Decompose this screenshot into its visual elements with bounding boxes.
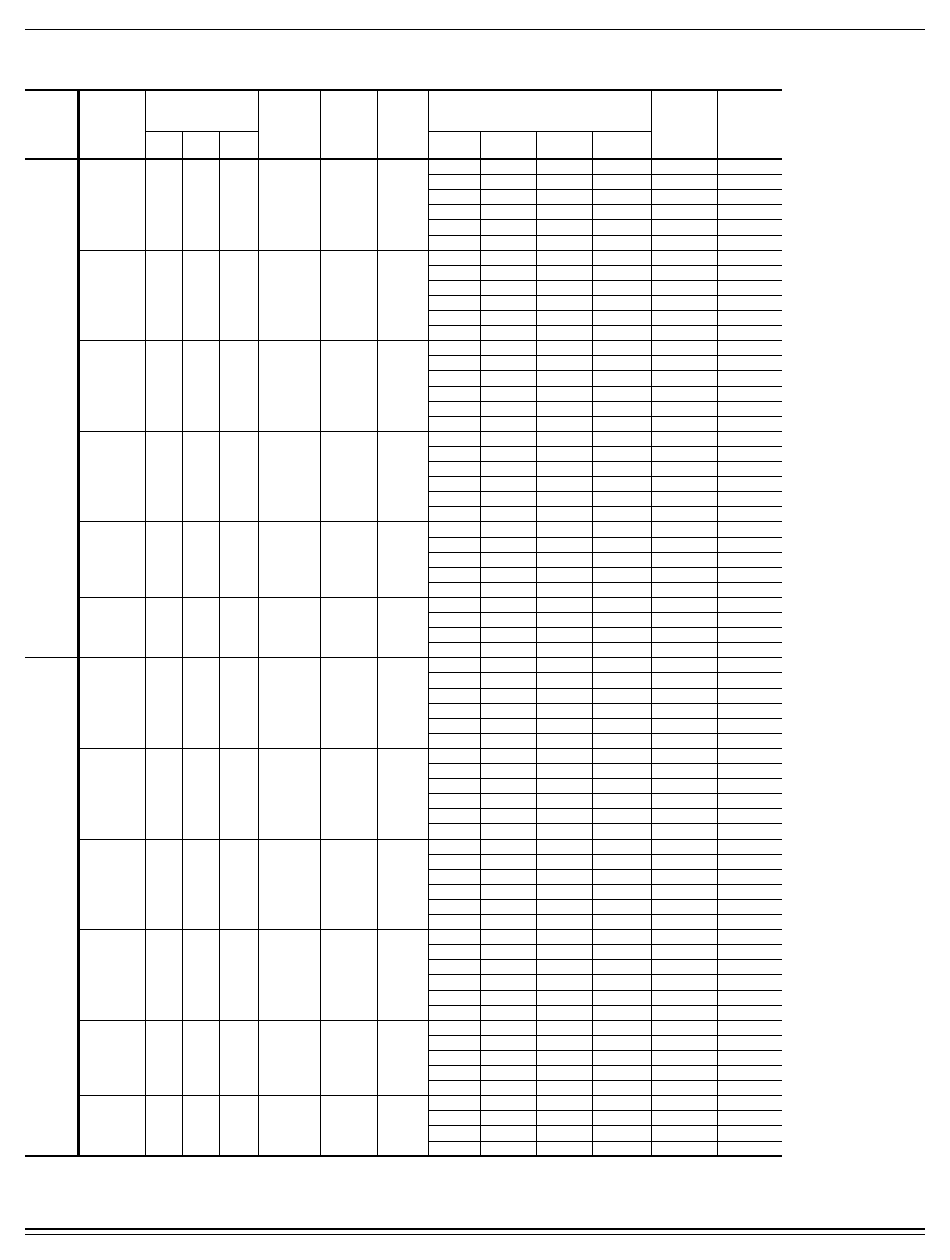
- group-label-cell: [77, 340, 145, 431]
- body-column-rule: [651, 657, 652, 1156]
- data-row-rule: [428, 1065, 782, 1066]
- data-row-rule: [428, 733, 782, 734]
- body-column-rule: [182, 657, 183, 1156]
- group-label-cell: [77, 159, 145, 250]
- data-row-rule: [428, 703, 782, 704]
- data-row-rule: [428, 416, 782, 417]
- data-row-rule: [428, 310, 782, 311]
- body-column-rule: [377, 159, 378, 657]
- body-column-rule: [717, 657, 718, 1156]
- column-group-header: [145, 90, 258, 131]
- header-subcolumn-rule: [592, 131, 593, 159]
- data-row-rule: [428, 235, 782, 236]
- data-row-rule: [428, 914, 782, 915]
- body-column-rule: [219, 159, 220, 657]
- table-bottom-rule: [25, 1155, 782, 1157]
- data-row-rule: [428, 446, 782, 447]
- data-row-rule: [428, 461, 782, 462]
- body-column-rule: [428, 159, 429, 657]
- body-column-rule: [536, 657, 537, 1156]
- group-label-cell: [77, 250, 145, 341]
- data-row-rule: [428, 808, 782, 809]
- group-label-cell: [77, 748, 145, 839]
- data-row-rule: [428, 627, 782, 628]
- stub-column-rule: [77, 657, 80, 1156]
- data-row-rule: [428, 672, 782, 673]
- data-row-rule: [428, 869, 782, 870]
- body-column-rule: [145, 159, 146, 657]
- header-split-rule: [428, 131, 651, 132]
- data-row-rule: [428, 1035, 782, 1036]
- data-row-rule: [428, 642, 782, 643]
- group-label-cell: [77, 929, 145, 1020]
- body-column-rule: [258, 657, 259, 1156]
- group-label-cell: [77, 521, 145, 597]
- body-column-rule: [651, 159, 652, 657]
- header-subcolumn-rule: [219, 131, 220, 159]
- column-group-header: [717, 90, 782, 131]
- data-row-rule: [428, 1050, 782, 1051]
- data-row-rule: [428, 763, 782, 764]
- body-column-rule: [428, 657, 429, 1156]
- data-row-rule: [428, 612, 782, 613]
- header-subcolumn-rule: [480, 131, 481, 159]
- data-row-rule: [428, 567, 782, 568]
- data-row-rule: [428, 1141, 782, 1142]
- body-column-rule: [320, 657, 321, 1156]
- group-label-cell: [77, 597, 145, 657]
- body-column-rule: [592, 159, 593, 657]
- body-column-rule: [717, 159, 718, 657]
- group-label-cell: [77, 839, 145, 930]
- data-row-rule: [428, 204, 782, 205]
- data-row-rule: [428, 219, 782, 220]
- body-column-rule: [219, 657, 220, 1156]
- data-row-rule: [428, 959, 782, 960]
- data-row-rule: [428, 1110, 782, 1111]
- data-row-rule: [428, 491, 782, 492]
- data-row-rule: [428, 325, 782, 326]
- data-row-rule: [428, 582, 782, 583]
- data-row-rule: [428, 265, 782, 266]
- data-row-rule: [428, 1080, 782, 1081]
- data-row-rule: [428, 944, 782, 945]
- stub-column-rule: [77, 159, 80, 657]
- header-split-rule: [145, 131, 258, 132]
- bottom-page-rule-thick: [25, 1228, 925, 1230]
- data-row-rule: [428, 884, 782, 885]
- column-group-header: [651, 90, 717, 131]
- data-row-rule: [428, 401, 782, 402]
- body-column-rule: [182, 159, 183, 657]
- data-row-rule: [428, 1125, 782, 1126]
- data-row-rule: [428, 718, 782, 719]
- data-row-rule: [428, 174, 782, 175]
- data-row-rule: [428, 537, 782, 538]
- data-row-rule: [428, 506, 782, 507]
- data-row-rule: [428, 688, 782, 689]
- column-group-header: [428, 90, 651, 131]
- data-row-rule: [428, 552, 782, 553]
- group-label-cell: [77, 1095, 145, 1155]
- data-row-rule: [428, 793, 782, 794]
- group-label-cell: [77, 1020, 145, 1096]
- group-label-cell: [77, 657, 145, 748]
- data-row-rule: [428, 189, 782, 190]
- column-group-header: [25, 90, 77, 131]
- column-group-header: [258, 90, 320, 131]
- top-page-rule: [25, 29, 925, 30]
- bottom-page-rule-thin: [25, 1234, 925, 1235]
- data-row-rule: [428, 854, 782, 855]
- data-row-rule: [428, 1005, 782, 1006]
- body-column-rule: [536, 159, 537, 657]
- data-row-rule: [428, 899, 782, 900]
- header-subcolumn-rule: [182, 131, 183, 159]
- group-label-cell: [77, 431, 145, 522]
- column-group-header: [377, 90, 428, 131]
- column-group-header: [320, 90, 377, 131]
- body-column-rule: [258, 159, 259, 657]
- header-subcolumn-rule: [536, 131, 537, 159]
- data-row-rule: [428, 974, 782, 975]
- data-row-rule: [428, 823, 782, 824]
- data-row-rule: [428, 990, 782, 991]
- data-row-rule: [428, 476, 782, 477]
- body-column-rule: [480, 159, 481, 657]
- body-column-rule: [592, 657, 593, 1156]
- body-column-rule: [320, 159, 321, 657]
- body-column-rule: [145, 657, 146, 1156]
- data-row-rule: [428, 355, 782, 356]
- data-row-rule: [428, 778, 782, 779]
- data-row-rule: [428, 280, 782, 281]
- body-column-rule: [480, 657, 481, 1156]
- data-row-rule: [428, 370, 782, 371]
- body-column-rule: [377, 657, 378, 1156]
- column-group-header: [77, 90, 145, 131]
- data-row-rule: [428, 295, 782, 296]
- data-row-rule: [428, 386, 782, 387]
